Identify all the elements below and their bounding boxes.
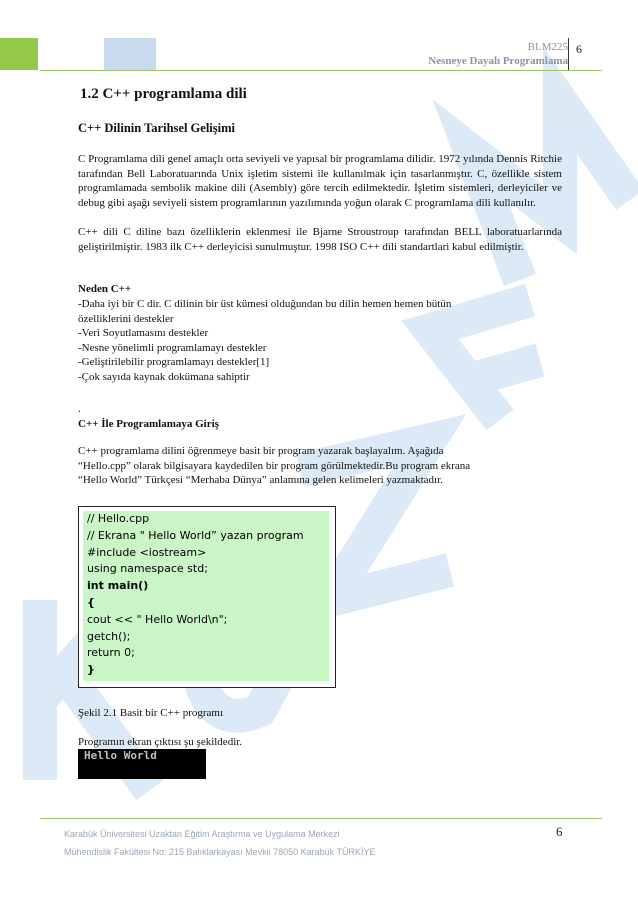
history-paragraph-2: C++ dili C diline bazı özelliklerin eklenmesi ile Bjarne Stroustroup tarafından BELL laboratuarlarında geliştirilmiştir. 1983 ilk C++ derleyicisi sunulmuştur. 1998 ISO C++ dili standartlari kabul edilmiştir. (78, 226, 562, 253)
code-line: #include <iostream> (87, 545, 207, 559)
code-line: // Ekrana " Hello World” yazan program (87, 528, 304, 542)
header-green-block (0, 38, 38, 70)
code-listing (83, 511, 329, 681)
list-item: -Daha iyi bir C dir. C dilinin bir üst kümesi olduğundan bu dilin hemen hemen bütün (78, 298, 452, 310)
console-text: Hello World (84, 749, 157, 762)
code-line: int main() (87, 579, 149, 593)
output-label: Programın ekran çıktısı şu şekildedir. (78, 736, 243, 748)
history-paragraph-1: C Programlama dili genel amaçlı orta seviyeli ve yapısal bir programlama dilidir. 1972 yılında Dennis Ritchie tarafından Bell Laboratuarında Unix işletim sistemi ile kullanılmak için tasarlanmıştır. C, özellikle sistem programlamada sembolik makine dili (Asembly) göre tercih edilmektedir. İşletim sistemleri, derleyiciler ve debug gibi aşağı seviyeli sistem programlarının yazılımında yoğun olarak C programlama dili kullanılır. (78, 153, 562, 209)
course-name: Nesneye Dayalı Programlama (428, 55, 568, 67)
list-item: -Çok sayıda kaynak dokümana sahiptir (78, 370, 250, 383)
why-list (78, 297, 562, 385)
code-line: { (87, 595, 95, 609)
intro-heading: C++ İle Programlamaya Giriş (78, 418, 219, 430)
header-blue-block (104, 38, 156, 70)
code-line: return 0; (87, 646, 135, 660)
list-item: -Nesne yönelimli programlamayı destekler (78, 341, 267, 354)
code-line: cout << " Hello World\n"; (87, 612, 228, 626)
why-heading: Neden C++ (78, 283, 132, 295)
code-line: // Hello.cpp (87, 512, 150, 525)
stray-dot: . (78, 403, 81, 415)
list-item: -Geliştirilebilir programlamayı destekler[1] (78, 356, 270, 369)
console-output (78, 749, 206, 779)
footer-line-2: Mühendislik Fakültesi No: 215 Balıklarkayası Mevkii 78050 Karabük TÜRKİYE (64, 847, 376, 857)
footer-rule (40, 818, 602, 819)
header-page-number: 6 (576, 42, 582, 56)
figure-caption: Şekil 2.1 Basit bir C++ programı (78, 707, 224, 719)
intro-line: “Hello World” Türkçesi “Merhaba Dünya” anlamına gelen kelimeleri yazmaktadır. (78, 474, 443, 487)
section-title: 1.2 C++ programlama dili (80, 86, 247, 102)
code-line: using namespace std; (87, 562, 208, 576)
header-rule (40, 70, 602, 71)
list-item: -Veri Soyutlamasını destekler (78, 327, 209, 340)
footer-address (64, 825, 375, 861)
code-line: } (87, 663, 95, 677)
intro-line: C++ programlama dilini öğrenmeye basit bir program yazarak başlayalım. Aşağıda (78, 445, 444, 457)
list-item: özelliklerini destekler (78, 312, 174, 325)
history-subtitle: C++ Dilinin Tarihsel Gelişimi (78, 121, 235, 135)
course-code: BLM225 (527, 41, 568, 53)
footer-page-number: 6 (556, 824, 563, 839)
code-listing-box (78, 506, 336, 688)
header-divider (568, 38, 569, 70)
intro-line: “Hello.cpp” olarak bilgisayara kaydedilen bir program görülmektedir.Bu program ekrana (78, 459, 471, 472)
intro-paragraph (78, 444, 562, 488)
header-course-info (428, 40, 568, 68)
code-line: getch(); (87, 629, 131, 643)
footer-line-1: Karabük Üniversitesi Uzaktan Eğitim Araştırma ve Uygulama Merkezi (64, 829, 340, 839)
